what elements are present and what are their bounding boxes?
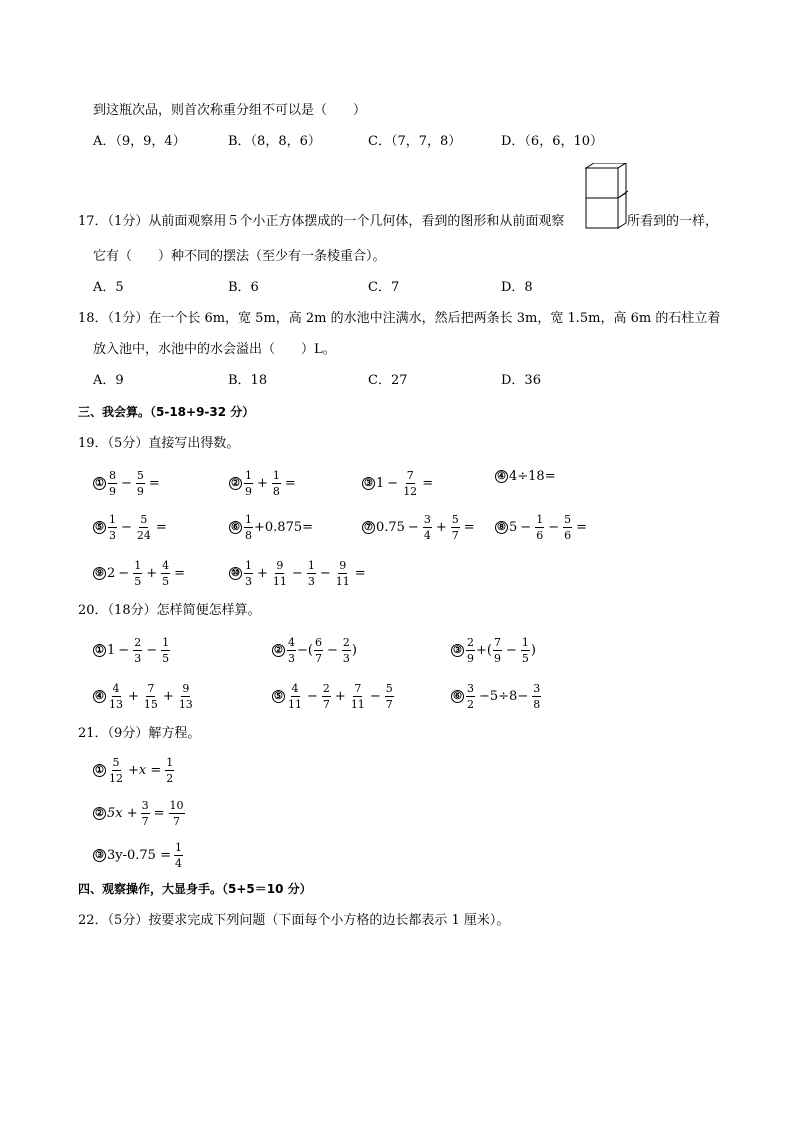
section-4-heading: 四、观察操作，大显身手。（5+5＝10 分） bbox=[78, 882, 312, 896]
fraction: $\frac{7}{15}$ bbox=[143, 681, 158, 711]
q21-equation-2: ② 5x + $\frac{3}{7}$ = $\frac{10}{7}$ bbox=[93, 796, 186, 830]
q18-line1: 18．（1分）在一个长 6m，宽 5m，高 2m 的水池中注满水，然后把两条长 3m，宽 1.5m，高 6m 的石柱立着 bbox=[78, 311, 721, 326]
fraction: $\frac{4}{11}$ bbox=[288, 681, 302, 711]
item-number: ⑤ bbox=[272, 690, 285, 703]
fraction: $\frac{3}{8}$ bbox=[533, 681, 541, 711]
q17-option-d: D．8 bbox=[501, 280, 533, 295]
q20-item-6: ⑥ $\frac{3}{2}$ −5÷8− $\frac{3}{8}$ bbox=[451, 679, 542, 713]
q17-option-c: C．7 bbox=[368, 280, 400, 295]
q17-option-b: B．6 bbox=[228, 280, 259, 295]
q18-option-a: A．9 bbox=[93, 373, 124, 388]
fraction: $\frac{1}{8}$ bbox=[272, 468, 280, 498]
fraction: $\frac{1}{6}$ bbox=[536, 512, 544, 542]
q19-item-3: ③ 1 − $\frac{7}{12}$ = bbox=[362, 466, 436, 500]
q21-title: 21．（9分）解方程。 bbox=[78, 726, 201, 741]
fraction: $\frac{3}{7}$ bbox=[141, 798, 149, 828]
fraction: $\frac{3}{2}$ bbox=[467, 681, 474, 711]
q18-option-d: D．36 bbox=[501, 373, 541, 388]
q21-equation-1: ① $\frac{5}{12}$ +x = $\frac{1}{2}$ bbox=[93, 753, 175, 787]
fraction: $\frac{1}{3}$ bbox=[109, 512, 116, 542]
fraction: $\frac{5}{7}$ bbox=[451, 512, 459, 542]
fraction: $\frac{1}{5}$ bbox=[162, 635, 170, 665]
fraction: $\frac{1}{9}$ bbox=[245, 468, 252, 498]
fraction: $\frac{4}{5}$ bbox=[162, 558, 170, 588]
q19-item-6: ⑥ $\frac{1}{8}$ +0.875= bbox=[229, 510, 313, 544]
fraction: $\frac{5}{24}$ bbox=[136, 512, 151, 542]
fraction: $\frac{3}{4}$ bbox=[423, 512, 431, 542]
q16-option-a: A．（9，9，4） bbox=[93, 134, 186, 149]
q16-line: 到这瓶次品，则首次称重分组不可以是（ ） bbox=[93, 103, 367, 118]
fraction: $\frac{1}{2}$ bbox=[166, 755, 174, 785]
fraction: $\frac{5}{9}$ bbox=[136, 468, 144, 498]
fraction: $\frac{1}{4}$ bbox=[174, 840, 182, 870]
fraction: $\frac{2}{9}$ bbox=[467, 635, 474, 665]
q18-option-b: B．18 bbox=[228, 373, 268, 388]
fraction: $\frac{1}{5}$ bbox=[134, 558, 142, 588]
fraction: $\frac{9}{13}$ bbox=[178, 681, 193, 711]
q20-item-4: ④ $\frac{4}{13}$ + $\frac{7}{15}$ + $\frac{9}{13}$ bbox=[93, 679, 195, 713]
item-number: ⑥ bbox=[451, 690, 464, 703]
q17-line1-b: 所看到的一样， bbox=[627, 214, 719, 229]
q19-title: 19．（5分）直接写出得数。 bbox=[78, 436, 240, 451]
q16-option-c: C．（7，7，8） bbox=[368, 134, 462, 149]
q19-item-5: ⑤ $\frac{1}{3}$ − $\frac{5}{24}$ = bbox=[93, 510, 170, 544]
item-number: ⑩ bbox=[229, 567, 242, 580]
item-number: ⑨ bbox=[93, 567, 106, 580]
q20-item-2: ② $\frac{4}{3}$ −( $\frac{6}{7}$ − $\frac{2}{3}$ ) bbox=[272, 633, 357, 667]
fraction: $\frac{6}{7}$ bbox=[314, 635, 322, 665]
cube-stack-figure bbox=[585, 163, 629, 229]
item-number: ③ bbox=[451, 644, 464, 657]
fraction: $\frac{8}{9}$ bbox=[109, 468, 116, 498]
q21-equation-3: ③ 3y-0.75 = $\frac{1}{4}$ bbox=[93, 838, 184, 872]
q17-option-a: A．5 bbox=[93, 280, 124, 295]
fraction: $\frac{9}{11}$ bbox=[272, 558, 287, 588]
fraction: $\frac{5}{12}$ bbox=[109, 755, 123, 785]
item-number: ② bbox=[93, 807, 106, 820]
q20-title: 20．（18分）怎样简便怎样算。 bbox=[78, 603, 261, 618]
item-number: ③ bbox=[362, 477, 375, 490]
q19-item-10: ⑩ $\frac{1}{3}$ + $\frac{9}{11}$ − $\frac{1}{3}$ − $\frac{9}{11}$ = bbox=[229, 556, 369, 590]
q19-item-1: ① $\frac{8}{9}$ − $\frac{5}{9}$ = bbox=[93, 466, 163, 500]
fraction: $\frac{2}{3}$ bbox=[342, 635, 350, 665]
q16-option-d: D．（6，6，10） bbox=[501, 134, 604, 149]
fraction: $\frac{7}{11}$ bbox=[350, 681, 365, 711]
q20-item-1: ① 1 − $\frac{2}{3}$ − $\frac{1}{5}$ bbox=[93, 633, 171, 667]
q18-line2: 放入池中，水池中的水会溢出（ ）L。 bbox=[93, 342, 336, 357]
fraction: $\frac{1}{3}$ bbox=[307, 558, 315, 588]
item-number: ① bbox=[93, 764, 106, 777]
q19-item-4: ④ 4÷18= bbox=[495, 459, 556, 493]
item-number: ① bbox=[93, 477, 106, 490]
item-number: ⑤ bbox=[93, 521, 106, 534]
fraction: $\frac{9}{11}$ bbox=[335, 558, 350, 588]
item-number: ① bbox=[93, 644, 106, 657]
q18-option-c: C．27 bbox=[368, 373, 408, 388]
item-number: ⑧ bbox=[495, 521, 508, 534]
q20-item-3: ③ $\frac{2}{9}$ +( $\frac{7}{9}$ − $\frac{1}{5}$ ) bbox=[451, 633, 536, 667]
item-number: ③ bbox=[93, 849, 106, 862]
fraction: $\frac{5}{7}$ bbox=[385, 681, 393, 711]
q19-item-8: ⑧ 5 − $\frac{1}{6}$ − $\frac{5}{6}$ = bbox=[495, 510, 590, 544]
q19-item-2: ② $\frac{1}{9}$ + $\frac{1}{8}$ = bbox=[229, 466, 299, 500]
fraction: $\frac{7}{9}$ bbox=[493, 635, 501, 665]
item-number: ④ bbox=[93, 690, 106, 703]
fraction: $\frac{10}{7}$ bbox=[169, 798, 184, 828]
item-number: ⑦ bbox=[362, 521, 375, 534]
item-number: ② bbox=[229, 477, 242, 490]
q19-item-9: ⑨ 2 − $\frac{1}{5}$ + $\frac{4}{5}$ = bbox=[93, 556, 188, 590]
fraction: $\frac{4}{3}$ bbox=[288, 635, 295, 665]
q20-item-5: ⑤ $\frac{4}{11}$ − $\frac{2}{7}$ + $\frac{7}{11}$ − $\frac{5}{7}$ bbox=[272, 679, 395, 713]
section-3-heading: 三、我会算。（5-18+9-32 分） bbox=[78, 405, 255, 419]
q19-item-7: ⑦ 0.75 − $\frac{3}{4}$ + $\frac{5}{7}$ = bbox=[362, 510, 478, 544]
fraction: $\frac{5}{6}$ bbox=[564, 512, 572, 542]
q17-line1-a: 17．（1分）从前面观察用５个小正方体摆成的一个几何体，看到的图形和从前面观察 bbox=[78, 214, 565, 229]
q16-option-b: B．（8，8，6） bbox=[228, 134, 321, 149]
q17-line2: 它有（ ）种不同的摆法（至少有一条棱重合）。 bbox=[93, 249, 386, 264]
fraction: $\frac{7}{12}$ bbox=[403, 468, 418, 498]
fraction: $\frac{2}{7}$ bbox=[322, 681, 330, 711]
item-number: ⑥ bbox=[229, 521, 242, 534]
fraction: $\frac{1}{5}$ bbox=[521, 635, 529, 665]
fraction: $\frac{4}{13}$ bbox=[109, 681, 123, 711]
item-number: ② bbox=[272, 644, 285, 657]
fraction: $\frac{1}{3}$ bbox=[245, 558, 252, 588]
fraction: $\frac{1}{8}$ bbox=[245, 512, 252, 542]
fraction: $\frac{2}{3}$ bbox=[134, 635, 142, 665]
q22-text: 22．（5分）按要求完成下列问题（下面每个小方格的边长都表示 1 厘米）。 bbox=[78, 913, 510, 928]
item-number: ④ bbox=[495, 470, 508, 483]
